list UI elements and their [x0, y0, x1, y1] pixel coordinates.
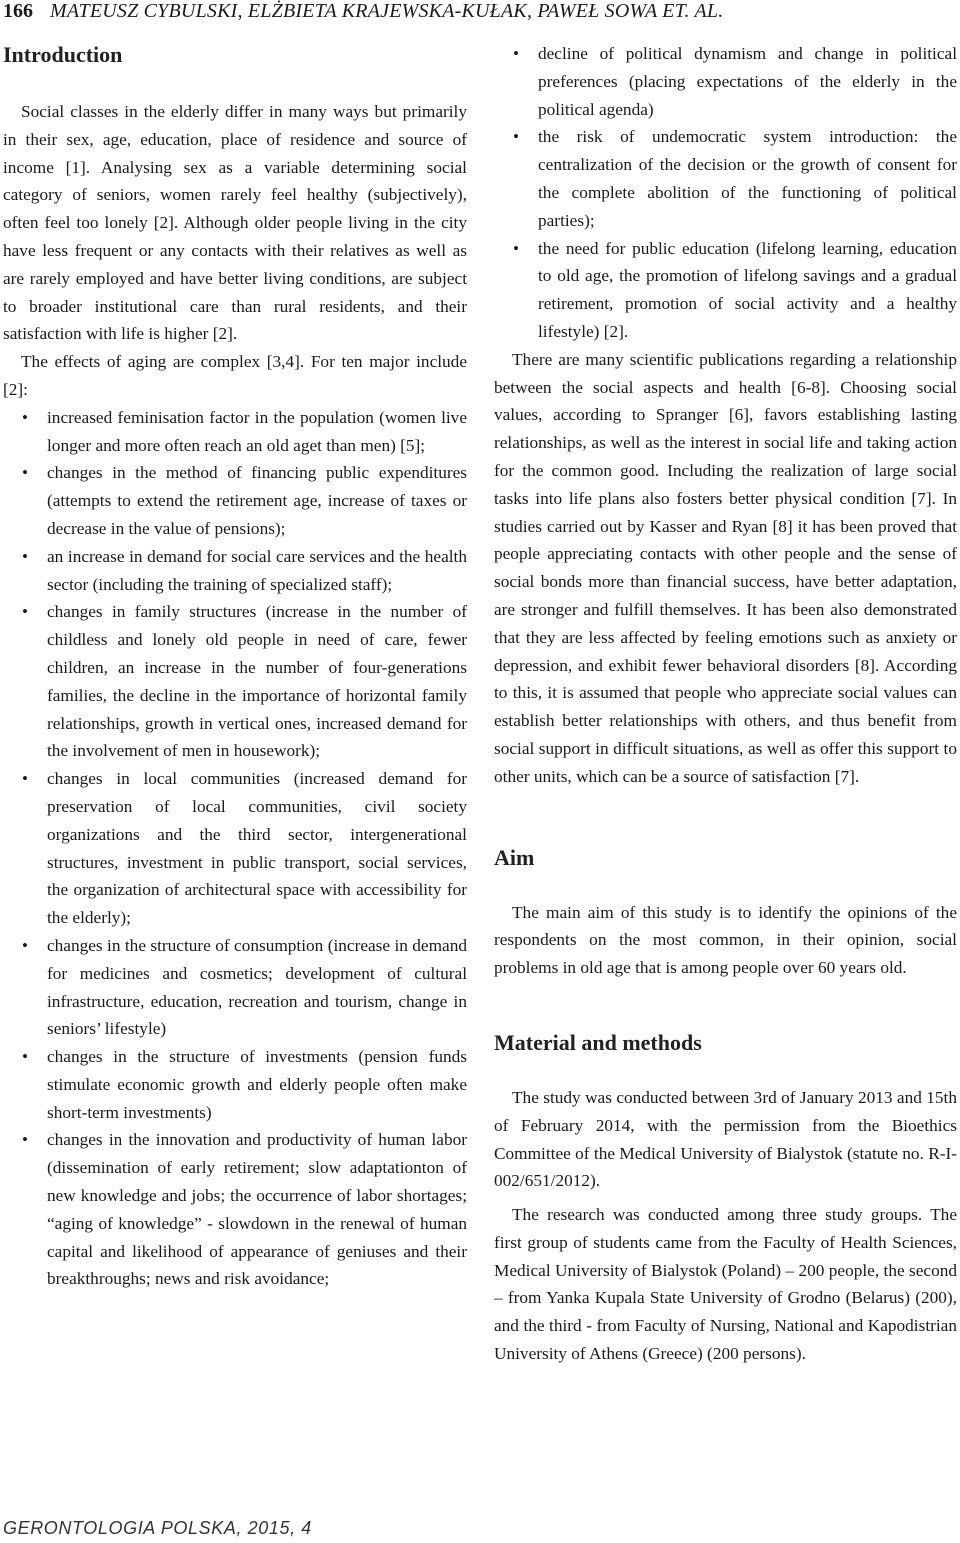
journal-footer: GERONTOLOGIA POLSKA, 2015, 4	[3, 1518, 312, 1538]
list-item: • the need for public education (lifelong learning, education to old age, the promotion of lifelong savings and a gradual retirement, promotion of social activity and a healthy lifestyle) [2].	[494, 235, 957, 346]
left-column	[3, 40, 467, 1483]
introduction-heading: Introduction	[3, 42, 123, 67]
material-methods-heading: Material and methods	[494, 1029, 702, 1055]
effects-list	[3, 404, 467, 1294]
effects-list-continued	[494, 40, 957, 346]
list-item: • the risk of undemocratic system introduction: the centralization of the decision or the growth of consent for the complete abolition of the functioning of political parties);	[494, 123, 957, 234]
list-item: • an increase in demand for social care services and the health sector (including the training of specialized staff);	[3, 543, 467, 599]
running-head-authors: MATEUSZ CYBULSKI, ELŻBIETA KRAJEWSKA-KUŁAK, PAWEŁ SOWA ET. AL.	[50, 0, 724, 22]
intro-paragraph-1: Social classes in the elderly differ in many ways but primarily in their sex, age, education, place of residence and source of income [1]. Analysing sex as a variable determining social category of seniors, women rarely feel healthy (subjectively), often feel too lonely [2]. Although older people living in the city have less frequent or any contacts with their relatives as well as are rarely employed and have better living conditions, are subject to broader institutional care than rural residents, and their satisfaction with life is higher [2].	[3, 102, 467, 344]
intro-paragraph-2: The effects of aging are complex [3,4]. For ten major include [2]:	[3, 352, 467, 399]
list-item: • changes in the method of financing public expenditures (attempts to extend the retirement age, increase of taxes or decrease in the value of pensions);	[3, 459, 467, 542]
list-item: • changes in the structure of consumption (increase in demand for medicines and cosmetics; development of cultural infrastructure, education, recreation and tourism, change in seniors’ lifestyle)	[3, 932, 467, 1043]
list-item: • decline of political dynamism and change in political preferences (placing expectations of the elderly in the political agenda)	[494, 40, 957, 123]
aim-paragraph: The main aim of this study is to identify the opinions of the respondents on the most common, in their opinion, social problems in old age that is among people over 60 years old.	[494, 902, 957, 978]
list-item: • changes in the innovation and productivity of human labor (dissemination of early retirement; slow adaptationton of new knowledge and jobs; the occurrence of labor shortages; “aging of knowledge” - slowdown in the renewal of human capital and likelihood of appearance of geniuses and their breakthroughs; news and risk avoidance;	[3, 1126, 467, 1293]
right-column	[494, 40, 957, 1483]
running-head	[3, 0, 953, 22]
methods-paragraph-2: The research was conducted among three study groups. The first group of students came from the Faculty of Health Sciences, Medical University of Bialystok (Poland) – 200 people, the second – from Yanka Kupala State University of Grodno (Belarus) (200), and the third - from Faculty of Nursing, National and Kapodistrian University of Athens (Greece) (200 persons).	[494, 1205, 957, 1364]
list-item: • changes in family structures (increase in the number of childless and lonely old people in need of care, fewer children, an increase in the number of four-generations families, the decline in the importance of horizontal family relationships, growth in vertical ones, increased demand for the involvement of men in housework);	[3, 598, 467, 765]
list-item: • changes in local communities (increased demand for preservation of local communities, civil society organizations and the third sector, intergenerational structures, investment in public transport, social services, the organization of architectural space with accessibility for the elderly);	[3, 765, 467, 932]
page-number: 166	[3, 0, 33, 22]
list-item: • changes in the structure of investments (pension funds stimulate economic growth and elderly people often make short-term investments)	[3, 1043, 467, 1126]
list-item: • increased feminisation factor in the population (women live longer and more often reach an old aget than men) [5];	[3, 404, 467, 460]
methods-paragraph-1: The study was conducted between 3rd of January 2013 and 15th of February 2014, with the permission from the Bioethics Committee of the Medical University of Bialystok (statute no. R-I-002/651/2012).	[494, 1087, 957, 1191]
social-values-paragraph: There are many scientific publications regarding a relationship between the social aspects and health [6-8]. Choosing social values, according to Spranger [6], favors establishing lasting relationships, as well as the interest in social life and taking action for the common good. Including the realization of large social tasks into life plans also fosters better physical condition [7]. In studies carried out by Kasser and Ryan [8] it has been proved that people appreciating contacts with other people and the sense of social bonds more than financial success, have better adaptation, are stronger and fulfill themselves. It has been also demonstrated that they are less affected by feeling emotions such as anxiety or depression, and exhibit fewer behavioral disorders [8]. According to this, it is assumed that people who appreciate social values can establish better relationships with others, and thus benefit from social support in difficult situations, as well as offer this support to other units, which can be a source of satisfaction [7].	[494, 349, 957, 786]
aim-heading: Aim	[494, 844, 535, 870]
